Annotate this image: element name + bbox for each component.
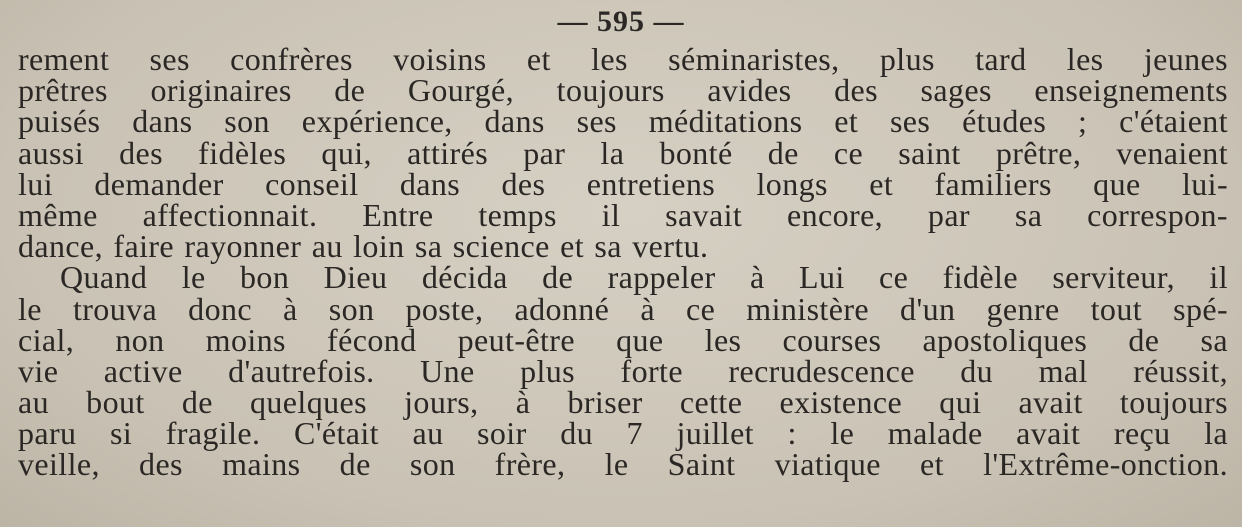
text-line: cial, non moins fécond peut-être que les courses apostoliques de sa: [18, 321, 1228, 358]
body-text: [18, 41, 1228, 483]
page-number: — 595 —: [557, 5, 685, 38]
text-line: prêtres originaires de Gourgé, toujours avides des sages enseignements: [18, 72, 1228, 109]
text-line: lui demander conseil dans des entretiens longs et familiers que lui-: [18, 165, 1228, 202]
paragraph-start-line: Quand le bon Dieu décida de rappeler à Lui ce fidèle serviteur, il: [60, 259, 1228, 296]
text-line: même affectionnait. Entre temps il savait encore, par sa correspon-: [18, 196, 1228, 233]
text-line: veille, des mains de son frère, le Saint viatique et l'Extrême-onction.: [18, 446, 1228, 483]
paragraph-end-line: dance, faire rayonner au loin sa science et sa vertu.: [18, 228, 709, 265]
text-line: puisés dans son expérience, dans ses méditations et ses études ; c'étaient: [18, 103, 1228, 140]
text-line: rement ses confrères voisins et les séminaristes, plus tard les jeunes: [18, 41, 1228, 77]
text-line: paru si fragile. C'était au soir du 7 juillet : le malade avait reçu la: [18, 415, 1228, 452]
text-line: vie active d'autrefois. Une plus forte recrudescence du mal réussit,: [18, 352, 1228, 389]
text-line: le trouva donc à son poste, adonné à ce ministère d'un genre tout spé-: [18, 290, 1228, 327]
text-line: au bout de quelques jours, à briser cette existence qui avait toujours: [18, 384, 1228, 421]
text-line: aussi des fidèles qui, attirés par la bonté de ce saint prêtre, venaient: [18, 134, 1228, 171]
